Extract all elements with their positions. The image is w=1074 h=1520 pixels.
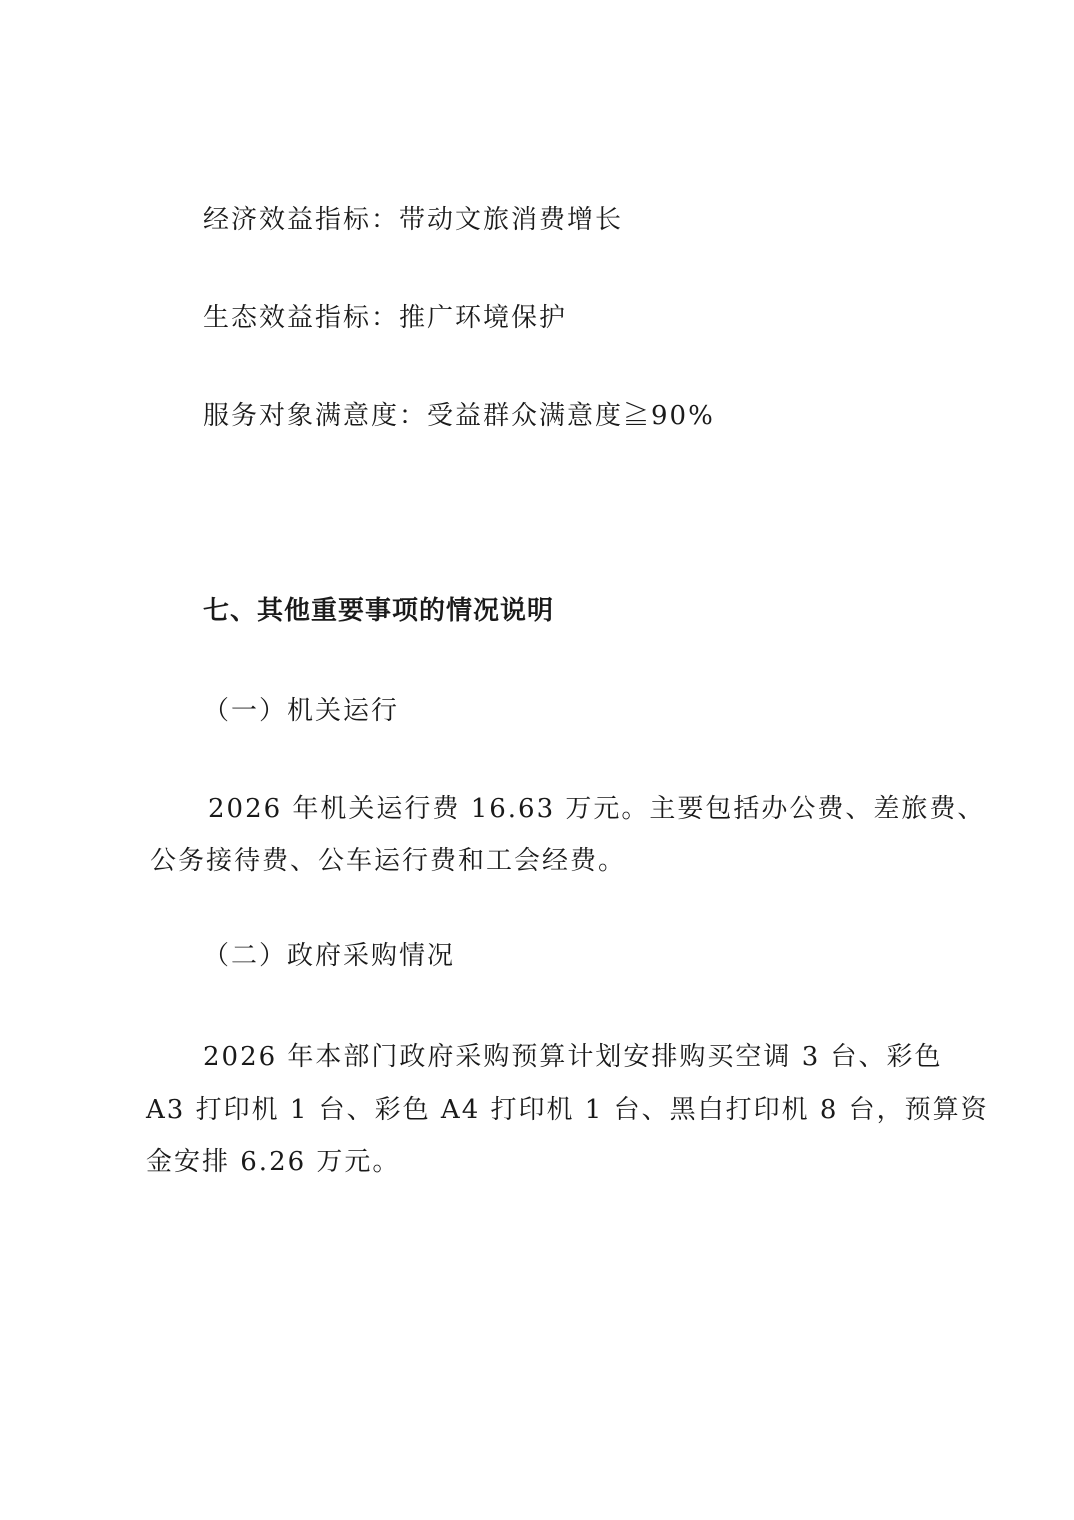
section-title: 七、其他重要事项的情况说明 xyxy=(203,596,555,626)
paragraph-line: 金安排 6.26 万元。 xyxy=(146,1147,401,1177)
economic-indicator: 经济效益指标：带动文旅消费增长 xyxy=(203,205,624,235)
paragraph-line: 2026 年机关运行费 16.63 万元。主要包括办公费、差旅费、 xyxy=(208,794,986,824)
paragraph-line: 2026 年本部门政府采购预算计划安排购买空调 3 台、彩色 xyxy=(203,1042,943,1072)
subsection-title-procurement: （二）政府采购情况 xyxy=(203,941,456,971)
ecological-indicator: 生态效益指标：推广环境保护 xyxy=(203,303,568,333)
paragraph-line: 公务接待费、公车运行费和工会经费。 xyxy=(150,846,627,876)
satisfaction-indicator: 服务对象满意度：受益群众满意度≧90% xyxy=(203,401,715,431)
subsection-title-operation: （一）机关运行 xyxy=(203,696,400,726)
paragraph-line: A3 打印机 1 台、彩色 A4 打印机 1 台、黑白打印机 8 台，预算资 xyxy=(146,1095,989,1125)
